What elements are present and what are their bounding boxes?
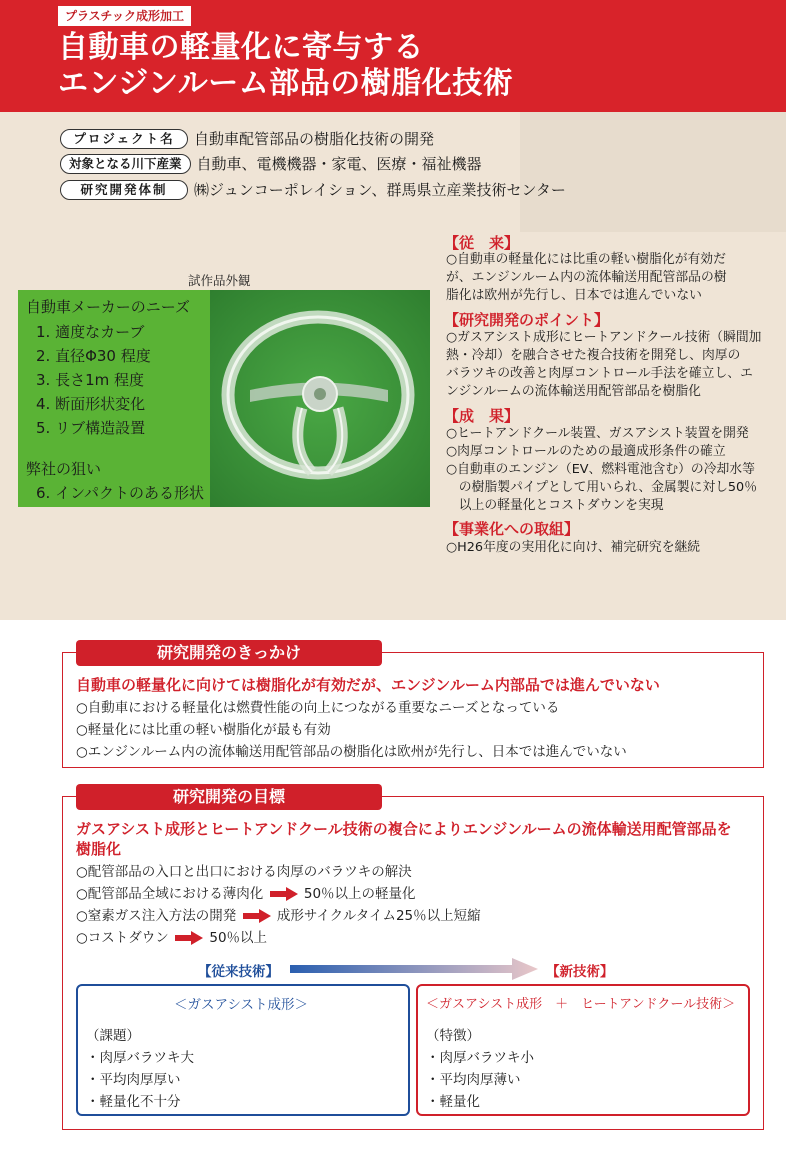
section-line: ○自動車の軽量化には比重の軽い樹脂化が有効だ — [446, 252, 726, 267]
section-line: ○H26年度の実用化に向け、補完研究を継続 — [446, 540, 701, 555]
goal-lead-line1: ガスアシスト成形とヒートアンドクール技術の複合によりエンジンルームの流体輸送用配管部品を — [76, 820, 732, 838]
header-banner — [0, 0, 786, 112]
section-line: ○自動車のエンジン（EV、燃料電池含む）の冷却水等 — [446, 462, 755, 477]
new-tech-sub: （特徴） — [426, 1028, 480, 1044]
goal-tab: 研究開発の目標 — [76, 784, 382, 810]
goal-line-result: 成形サイクルタイム25％以上短縮 — [276, 908, 481, 924]
kikkake-line: ○エンジンルーム内の流体輸送用配管部品の樹脂化は欧州が先行し、日本では進んでいない — [76, 744, 627, 760]
background-shade — [520, 112, 786, 232]
section-line: 脂化は欧州が先行し、日本では進んでいない — [446, 288, 702, 303]
new-tech-label: 【新技術】 — [546, 964, 614, 980]
section-line: 以上の軽量化とコストダウンを実現 — [446, 498, 664, 513]
section-line: の樹脂製パイプとして用いられ、金属製に対し50％ — [446, 480, 757, 495]
goal-line — [76, 860, 412, 880]
info-label-system: 研究開発体制 — [60, 180, 188, 200]
kikkake-lead: 自動車の軽量化に向けては樹脂化が有効だが、エンジンルーム内部品では進んでいない — [76, 676, 660, 694]
section-line: ○肉厚コントロールのための最適成形条件の確立 — [446, 444, 726, 459]
section-line: が、エンジンルーム内の流体輸送用配管部品の樹 — [446, 270, 727, 285]
old-tech-item: ・軽量化不十分 — [86, 1094, 181, 1110]
info-label-industry: 対象となる川下産業 — [60, 154, 191, 174]
transition-arrow-icon — [290, 958, 540, 980]
section-line: ○ガスアシスト成形にヒートアンドクール技術（瞬間加 — [446, 330, 762, 345]
goal-line — [76, 882, 416, 902]
info-value-industry: 自動車、電機機器・家電、医療・福祉機器 — [196, 155, 482, 173]
kikkake-line: ○自動車における軽量化は燃費性能の向上につながる重要なニーズとなっている — [76, 700, 560, 716]
old-tech-label: 【従来技術】 — [198, 964, 279, 980]
goal-lead-line2: 樹脂化 — [76, 840, 122, 858]
section-heading-business: 【事業化への取組】 — [444, 520, 580, 538]
goal-line-result: 50％以上の軽量化 — [303, 886, 416, 902]
prototype-photo — [210, 290, 430, 507]
info-row-industry — [60, 153, 482, 175]
kikkake-tab: 研究開発のきっかけ — [76, 640, 382, 666]
needs-item: 3. 長さ1m 程度 — [36, 371, 145, 389]
photo-caption: 試作品外観 — [188, 273, 251, 288]
aim-heading: 弊社の狙い — [26, 460, 102, 478]
new-tech-item: ・平均肉厚薄い — [426, 1072, 521, 1088]
section-line: ンジンルームの流体輸送用配管部品を樹脂化 — [446, 384, 701, 399]
goal-line-text: ○配管部品全域における薄肉化 — [76, 886, 264, 902]
needs-item: 5. リブ構造設置 — [36, 419, 146, 437]
old-tech-sub: （課題） — [86, 1028, 140, 1044]
info-value-project: 自動車配管部品の樹脂化技術の開発 — [194, 130, 435, 148]
new-tech-item: ・軽量化 — [426, 1094, 480, 1110]
info-label-project: プロジェクト名 — [60, 129, 188, 149]
info-row-project — [60, 128, 434, 150]
goal-line-result: 50％以上 — [209, 930, 268, 946]
section-line: バラツキの改善と肉厚コントロール手法を確立し、エ — [446, 366, 753, 381]
red-arrow-icon — [270, 887, 298, 901]
new-tech-item: ・肉厚バラツキ小 — [426, 1050, 534, 1066]
needs-item: 4. 断面形状変化 — [36, 395, 146, 413]
aim-item: 6. インパクトのある形状 — [36, 484, 205, 502]
needs-item: 1. 適度なカーブ — [36, 323, 145, 341]
goal-line-text: ○窒素ガス注入方法の開発 — [76, 908, 237, 924]
section-heading-results: 【成 果】 — [444, 407, 520, 425]
needs-heading: 自動車メーカーのニーズ — [26, 298, 190, 316]
goal-line — [76, 926, 267, 946]
old-tech-title: ＜ガスアシスト成形＞ — [174, 997, 309, 1013]
section-heading-conventional: 【従 来】 — [444, 234, 520, 252]
section-line: 熱・冷却）を融合させた複合技術を開発し、肉厚の — [446, 348, 741, 363]
red-arrow-icon — [175, 931, 203, 945]
needs-item: 2. 直径Φ30 程度 — [36, 347, 151, 365]
old-tech-item: ・肉厚バラツキ大 — [86, 1050, 194, 1066]
goal-line-text: ○配管部品の入口と出口における肉厚のバラツキの解決 — [76, 864, 412, 880]
section-heading-points: 【研究開発のポイント】 — [444, 311, 610, 329]
info-value-system: ㈱ジュンコーポレイション、群馬県立産業技術センター — [194, 181, 566, 199]
new-tech-title: ＜ガスアシスト成形 ＋ ヒートアンドクール技術＞ — [426, 997, 736, 1012]
kikkake-line: ○軽量化には比重の軽い樹脂化が最も有効 — [76, 722, 331, 738]
goal-line-text: ○コストダウン — [76, 930, 169, 946]
info-row-system — [60, 179, 566, 201]
goal-line — [76, 904, 481, 924]
page-title-line1: 自動車の軽量化に寄与する — [58, 30, 424, 65]
section-line: ○ヒートアンドクール装置、ガスアシスト装置を開発 — [446, 426, 749, 441]
category-tag: プラスチック成形加工 — [58, 6, 191, 26]
red-arrow-icon — [243, 909, 271, 923]
page-title-line2: エンジンルーム部品の樹脂化技術 — [58, 66, 514, 101]
old-tech-item: ・平均肉厚厚い — [86, 1072, 181, 1088]
steering-wheel-image — [210, 290, 430, 507]
